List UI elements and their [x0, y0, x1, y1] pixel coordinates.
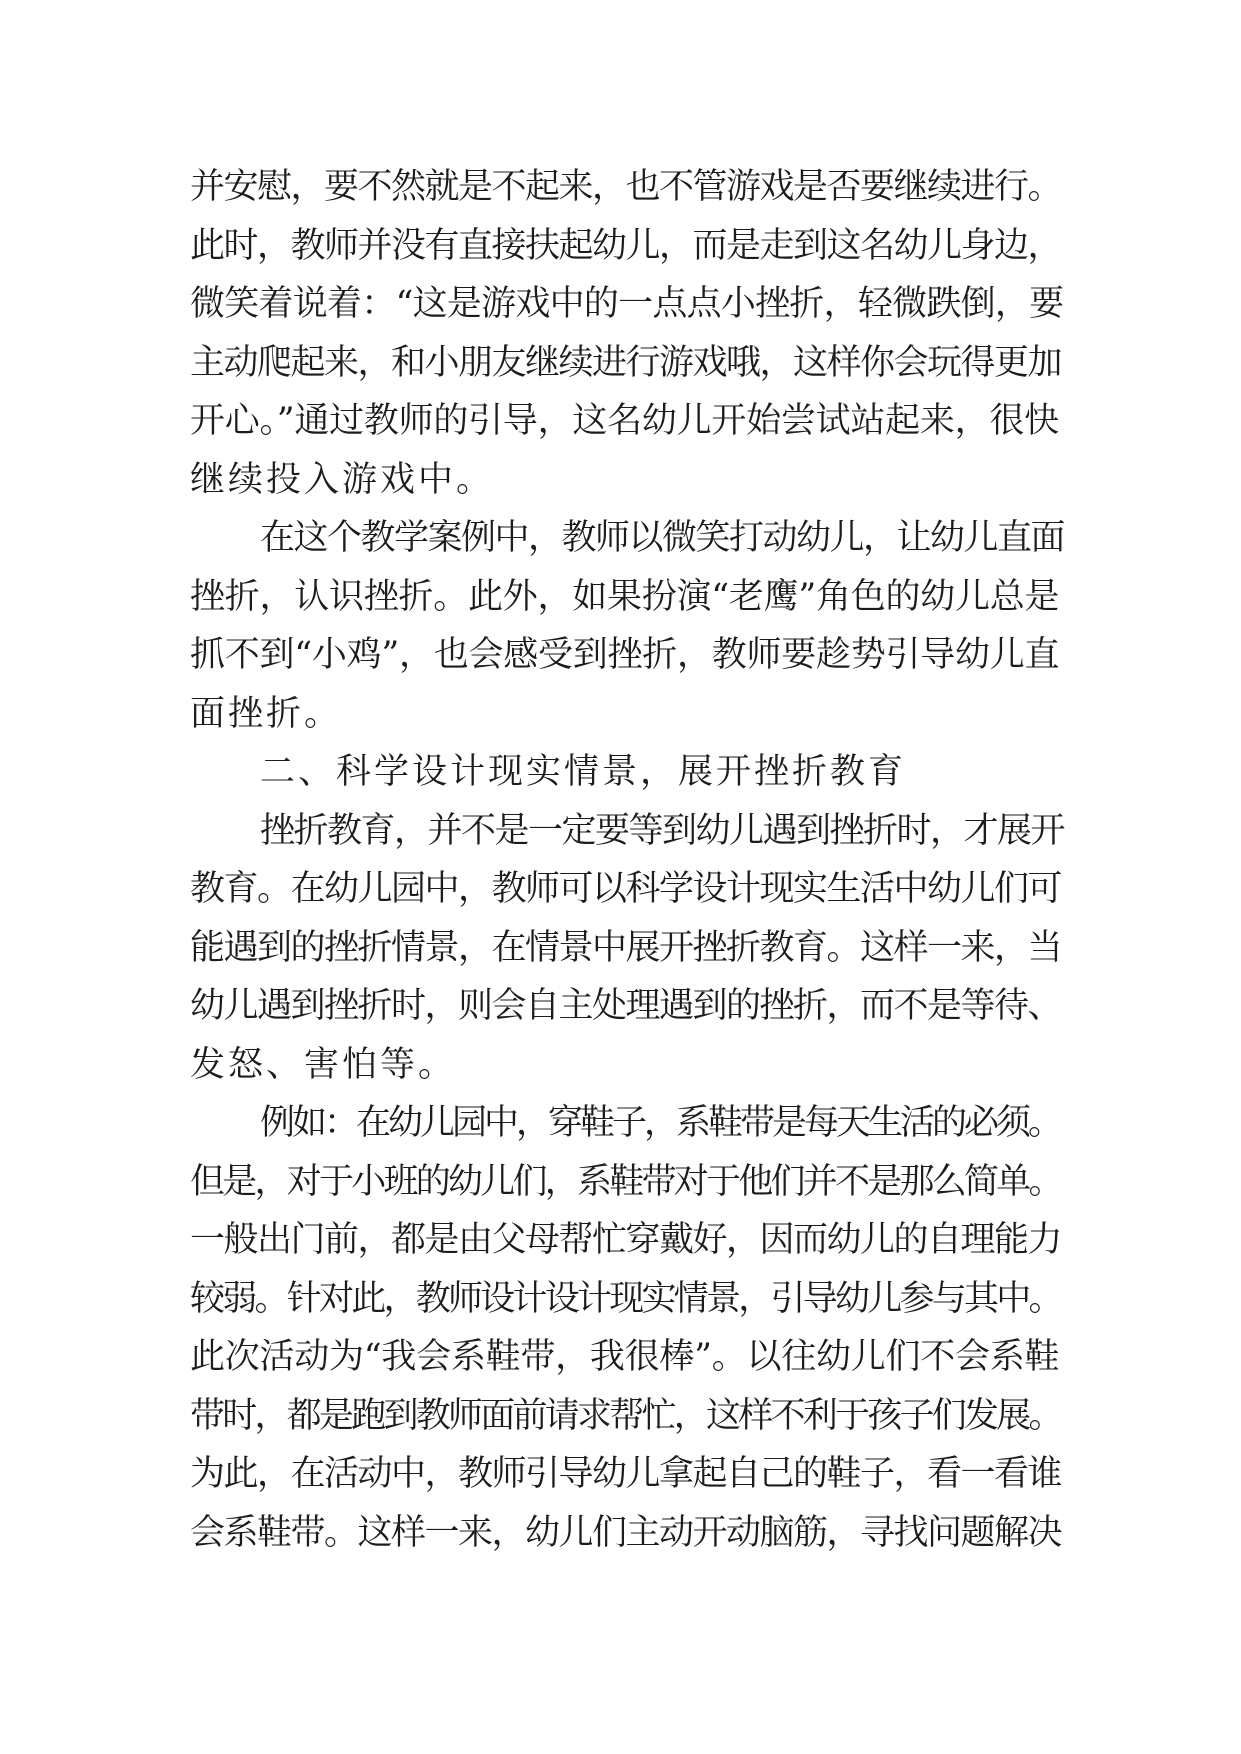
- text-line: 并安慰，要不然就是不起来，也不管游戏是否要继续进行。: [190, 167, 1062, 207]
- text-line: 会系鞋带。这样一来，幼儿们主动开动脑筋，寻找问题解决: [190, 1512, 1062, 1553]
- text-line: 继续投入游戏中。: [190, 459, 495, 500]
- text-line: 能遇到的挫折情景，在情景中展开挫折教育。这样一来，当: [190, 927, 1062, 968]
- text-line: 幼儿遇到挫折时，则会自主处理遇到的挫折，而不是等待、: [190, 986, 1062, 1026]
- body-text: [190, 158, 1064, 1562]
- text-line: 教育。在幼儿园中，教师可以科学设计现实生活中幼儿们可: [190, 869, 1062, 909]
- text-line: 主动爬起来，和小朋友继续进行游戏哦，这样你会玩得更加: [190, 342, 1062, 383]
- text-line: 此次活动为“我会系鞋带，我很棒”。以往幼儿们不会系鞋: [190, 1337, 1060, 1377]
- section-heading: 二、科学设计现实情景，展开挫折教育: [260, 752, 907, 792]
- text-line: 发怒、害怕等。: [190, 1044, 457, 1085]
- text-line: 为此，在活动中，教师引导幼儿拿起自己的鞋子，看一看谁: [190, 1454, 1062, 1494]
- text-line: 挫折，认识挫折。此外，如果扮演“老鹰”角色的幼儿总是: [190, 576, 1060, 617]
- text-line: 在这个教学案例中，教师以微笑打动幼儿，让幼儿直面: [260, 518, 1065, 558]
- text-line: 挫折教育，并不是一定要等到幼儿遇到挫折时，才展开: [260, 810, 1065, 851]
- text-line: 微笑着说着：“这是游戏中的一点点小挫折，轻微跌倒，要: [190, 284, 1064, 324]
- text-line: 开心。”通过教师的引导，这名幼儿开始尝试站起来，很快: [190, 401, 1059, 441]
- text-line: 带时，都是跑到教师面前请求帮忙，这样不利于孩子们发展。: [190, 1395, 1061, 1436]
- text-line: 较弱。针对此，教师设计设计现实情景，引导幼儿参与其中。: [190, 1278, 1061, 1319]
- text-line: 抓不到“小鸡”，也会感受到挫折，教师要趁势引导幼儿直: [190, 635, 1060, 675]
- text-line: 一般出门前，都是由父母帮忙穿戴好，因而幼儿的自理能力: [190, 1220, 1062, 1260]
- text-line: 此时，教师并没有直接扶起幼儿，而是走到这名幼儿身边，: [190, 225, 1062, 266]
- text-line: 例如：在幼儿园中，穿鞋子，系鞋带是每天生活的必须。: [260, 1103, 1061, 1143]
- text-line: 但是，对于小班的幼儿们，系鞋带对于他们并不是那么简单。: [190, 1161, 1061, 1202]
- text-line: 面挫折。: [190, 693, 343, 734]
